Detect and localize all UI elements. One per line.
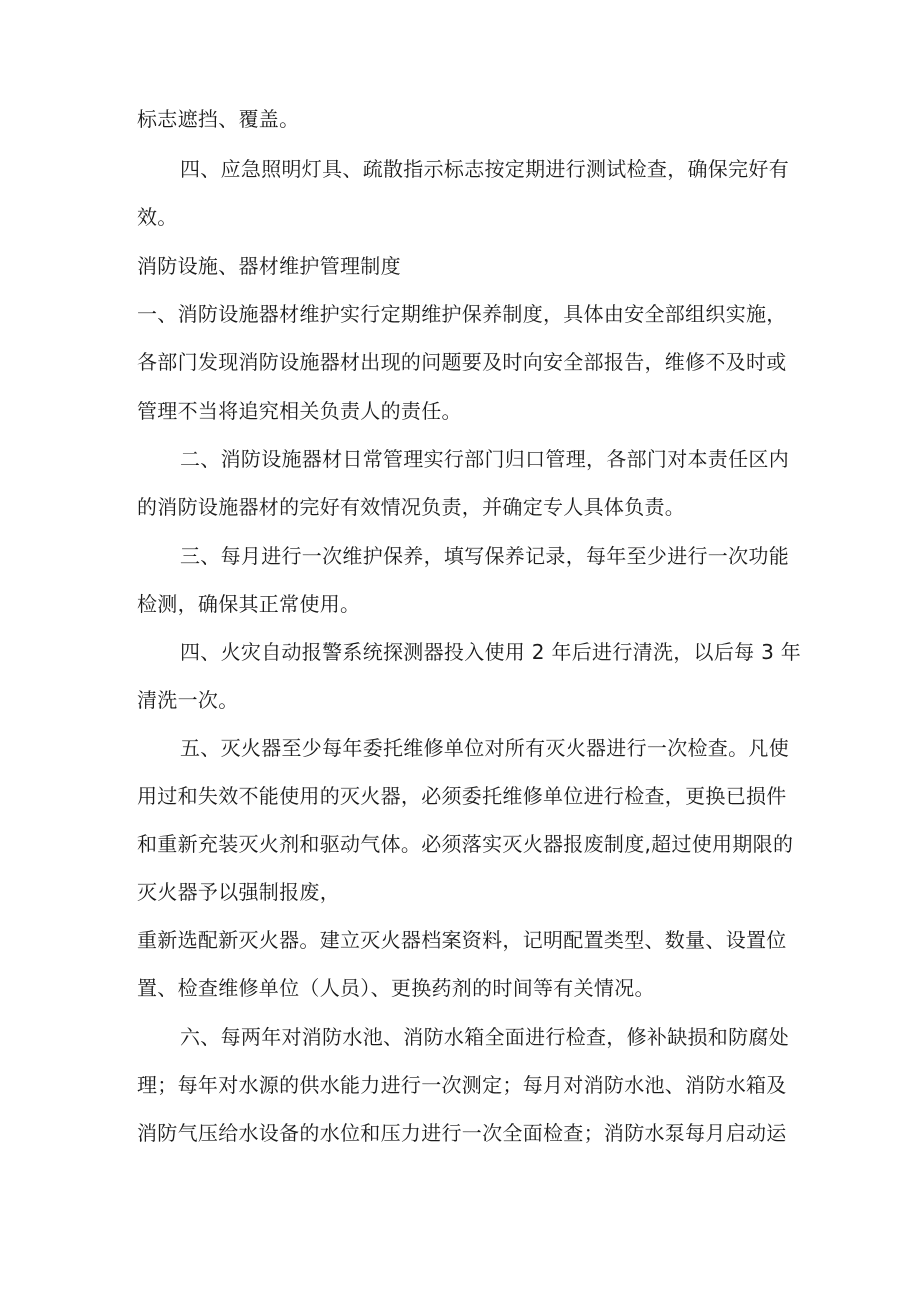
paragraph-line: 三、每月进行一次维护保养，填写保养记录，每年至少进行一次功能 [180,544,789,568]
text-line: 灭火器予以强制报废， [137,880,340,904]
text-line: 管理不当将追究相关负责人的责任。 [137,399,462,423]
paragraph-line: 五、灭火器至少每年委托维修单位对所有灭火器进行一次检查。凡使 [180,736,789,760]
paragraph-line: 六、每两年对消防水池、消防水箱全面进行检查，修补缺损和防腐处 [180,1025,789,1049]
text-line: 效。 [137,205,178,229]
paragraph-line: 四、应急照明灯具、疏散指示标志按定期进行测试检查，确保完好有 [180,157,789,181]
section-title: 消防设施、器材维护管理制度 [137,254,401,278]
text-line: 和重新充装灭火剂和驱动气体。必须落实灭火器报废制度,超过使用期限的 [137,832,794,856]
paragraph-line: 四、火灾自动报警系统探测器投入使用 2 年后进行清洗，以后每 3 年 [180,640,802,664]
text-line: 的消防设施器材的完好有效情况负责，并确定专人具体负责。 [137,495,686,519]
text-line: 清洗一次。 [137,688,239,712]
paragraph-line: 一、消防设施器材维护实行定期维护保养制度，具体由安全部组织实施， [137,302,787,326]
text-line: 标志遮挡、覆盖。 [137,107,300,131]
text-line: 理；每年对水源的供水能力进行一次测定；每月对消防水池、消防水箱及 [137,1073,787,1097]
text-line: 各部门发现消防设施器材出现的问题要及时向安全部报告，维修不及时或 [137,350,787,374]
text-line: 重新选配新灭火器。建立灭火器档案资料，记明配置类型、数量、设置位 [137,928,787,952]
paragraph-line: 二、消防设施器材日常管理实行部门归口管理，各部门对本责任区内 [180,447,789,471]
text-line: 用过和失效不能使用的灭火器，必须委托维修单位进行检查，更换已损件 [137,784,787,808]
text-line: 置、检查维修单位（人员）、更换药剂的时间等有关情况。 [137,976,655,1000]
text-line: 检测，确保其正常使用。 [137,592,361,616]
text-line: 消防气压给水设备的水位和压力进行一次全面检查；消防水泵每月启动运 [137,1121,787,1145]
